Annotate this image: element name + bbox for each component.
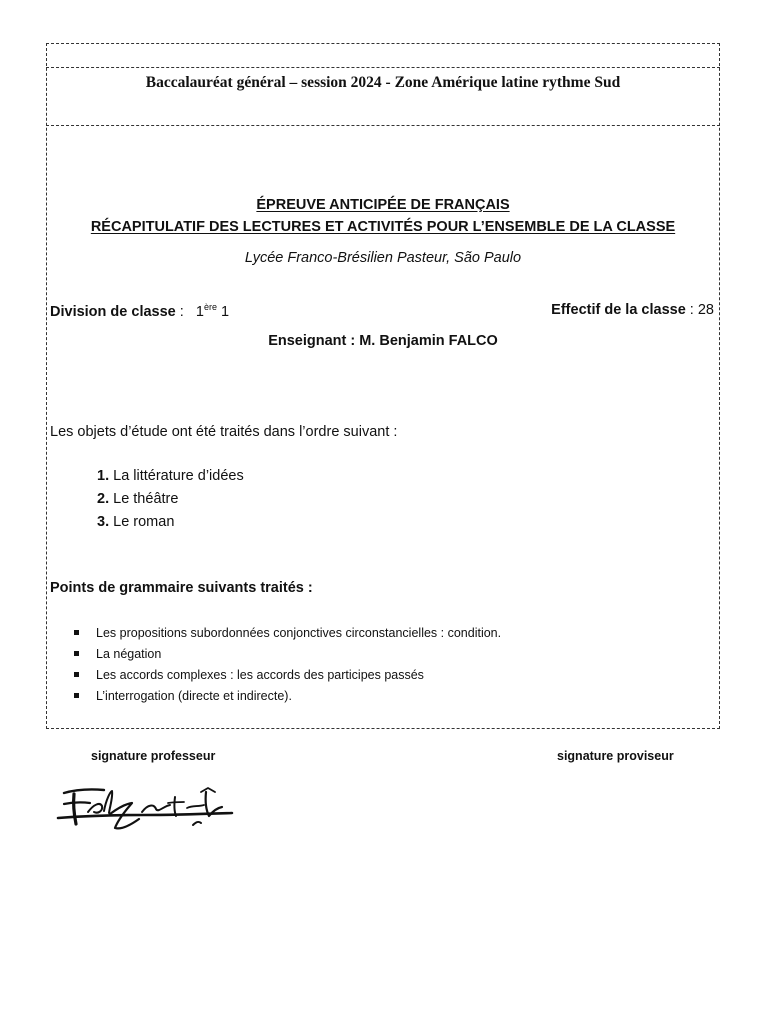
grammar-title: Points de grammaire suivants traités : <box>50 580 313 596</box>
square-bullet-icon <box>74 693 79 698</box>
exam-title: ÉPREUVE ANTICIPÉE DE FRANÇAIS <box>256 197 510 213</box>
teacher-name: Enseignant : M. Benjamin FALCO <box>268 333 498 349</box>
list-item <box>74 685 501 706</box>
square-bullet-icon <box>74 672 79 677</box>
grammar-list <box>74 622 501 706</box>
division-label: Division de classe <box>50 304 176 320</box>
division-value-superscript: ère <box>203 302 217 312</box>
grammar-item-label: La négation <box>96 646 162 661</box>
item-number: 1. <box>97 468 110 484</box>
effectif-info <box>551 302 714 320</box>
signature-proviseur-label: signature proviseur <box>557 749 674 763</box>
objects-intro: Les objets d’étude ont été traités dans l’ordre suivant : <box>50 424 398 440</box>
teacher-signature-icon <box>52 780 238 838</box>
header-bottom-divider <box>46 125 720 126</box>
list-item <box>74 643 501 664</box>
effectif-label: Effectif de la classe <box>551 302 686 318</box>
effectif-separator: : <box>685 302 698 318</box>
recap-title: RÉCAPITULATIF DES LECTURES ET ACTIVITÉS POUR L’ENSEMBLE DE LA CLASSE <box>90 219 676 235</box>
square-bullet-icon <box>74 651 79 656</box>
list-item <box>74 664 501 685</box>
class-info-row <box>50 302 714 320</box>
item-label: La littérature d’idées <box>113 468 244 484</box>
grammar-item-label: Les accords complexes : les accords des participes passés <box>96 667 424 682</box>
item-label: Le théâtre <box>113 491 179 507</box>
item-number: 3. <box>97 514 110 530</box>
list-item <box>97 512 244 535</box>
square-bullet-icon <box>74 630 79 635</box>
grammar-item-label: L’interrogation (directe et indirecte). <box>96 688 292 703</box>
school-name: Lycée Franco-Brésilien Pasteur, São Paulo <box>244 250 522 266</box>
signature-professeur-label: signature professeur <box>91 749 216 763</box>
division-info <box>50 302 229 320</box>
list-item <box>74 622 501 643</box>
objects-list <box>97 466 244 535</box>
division-value-suffix: 1 <box>216 304 230 320</box>
list-item <box>97 466 244 489</box>
list-item <box>97 489 244 512</box>
division-separator: : <box>175 304 196 320</box>
effectif-value: 28 <box>697 302 714 318</box>
division-value: 1 <box>195 304 204 320</box>
session-header: Baccalauréat général – session 2024 - Zone Amérique latine rythme Sud <box>145 74 621 91</box>
item-label: Le roman <box>113 514 175 530</box>
header-top-divider <box>46 67 720 68</box>
grammar-item-label: Les propositions subordonnées conjonctives circonstancielles : condition. <box>96 625 502 640</box>
item-number: 2. <box>97 491 110 507</box>
